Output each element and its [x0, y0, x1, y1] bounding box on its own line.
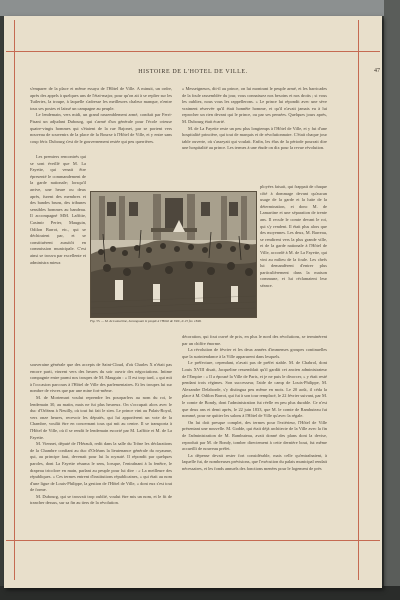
paragraph: Les premiers rencontrés qui se sont éveillé que M. La Fayette, qui venait être épresenté le commandement de la garde nationale; lorsqu'il arrive, une heure ou deux après, furent des membres et des bandes bruns, des tribunes sensibles hommes au bandeau. Il accompagné MM. Laffitte, Casimir Perier, Mauguin, Odilon Barrot, etc., qui se déchiraient par, et se constituèrent aussitôt en commission municipale. C'est ainsi se trouva par excellente et administra mieux	[30, 154, 86, 265]
left-column-bottom	[30, 362, 172, 538]
paragraph: ployées faisait, qui frappait de chaque côté à dommage devant qu'aucun usage de la garde et la lutte de la détermination, et donc M. de Lamartine et une séparation de trente ans. Il recule le comte devant le roi, qui s'y rendent. Il était plus alors que des moyennes. Les deux, M. Barreau, se rendirent vers la plus grande ville, et de la garde nationale à l'Hôtel de Ville, accordé à M. de La Fayette, qui vint au milieu de la foule. Les chefs lui demandèrent d'entrer plus particulièrement dans la maison commune, et lui réclamaient leur séance.	[260, 184, 327, 288]
right-column-top	[182, 86, 327, 182]
paragraph: s'emparer de la place et même essaya de l'Hôtel de Ville. A minuit, un ordre, après des appels à quelques uns de l'état-major, pour qu'on ait à se replier sur les Tuileries, la troupe, à laquelle s'adresse les meilleures chaleur manque, n'entre tous ses postes et laissé un campagne au peuple.	[30, 86, 172, 111]
paragraph: M. Dubourg, qui se trouvait trop oublié, voulut être mis un nom, et le fit de trancher dessus, sur sa fin au tiers de la révolution.	[30, 493, 172, 506]
paragraph: On lui doit presque complet, des termes pour l'extérieur, l'Hôtel de Ville présentant une nouvelle. M. Godde, qui était déjà architecte de la Ville avec la fin de l'administration de M. Rambuteau, avait donné des plans dont la devise, reproduit par M. de Bondy, tomber directement à cette dernière bout, fut même accueilli de nouveau préfet.	[182, 419, 327, 452]
crowd-scene-engraving	[91, 192, 256, 317]
page-number: 47	[374, 68, 380, 74]
running-title: HISTOIRE DE L'HOTEL DE VILLE.	[138, 69, 248, 75]
paragraph: souveraine générale que des accepts de Saint-Cloud, d'où Charles X n'était pas encore parti, vinrent vers des heures du soir ouvrir des négociations. Intime compagnie entre parmi nos troupes de M. Mauguin : « Il est trop tard, » qui mit à l'occasion parcours à l'Hôtel de Ville des parlementaires. Et les troupes lui sur nombre de vivres que par une mine fort-même.	[30, 362, 172, 394]
paragraph: M. Viennet, député de l'Hérault, redit dans la salle du Trône les déclarations de la Chambre confiant au duc d'Orléans la lieutenance générale du royaume, qui, au principe faut, devenait pour lui la royauté. Il répondit par quelques paroles, dont La Fayette résuma le sens, lorsque, l'entraînant à la fenêtre, le drapeau tricolore en main, parlant au peuple pour lui dire : « La meilleure des républiques. » Ces termes entrent d'institutions républicaines, » qui était au nom d'une ligue de Louis-Philippe, la gestion de l'Hôtel de Ville, « dont eux s'est tout de forme.	[30, 441, 172, 493]
paragraph: Le lendemain, vers midi, un grand rassemblement armé, conduit par Ferri-Pisani un adjudant Dubourg, qui s'armé d'un générale pour l'école crieuse quatre-vingts hommes qui s'étaient de la rue Bajonet, par se portent vers nouveau de souvenirs de la place de la Bourse à l'Hôtel de Ville, et y entre sans coup férir. Dubourg s'est de le gouvernement restée qui peu querrières.	[30, 112, 172, 144]
background-right-strip	[384, 0, 400, 600]
background-top-strip	[0, 0, 400, 16]
book-page	[4, 16, 382, 588]
background-bottom-strip	[0, 586, 400, 600]
frame-rule-left	[14, 20, 15, 580]
paragraph: M. de La Fayette reste un peu plus longtemps à l'Hôtel de Ville, et y fut d'une hospitalité princière, qui tout de marquis et de révolutionnaire. C'était chaque jour table ouverte, où s'asseyait qui voulait. Enfin, les élus de la période pourrait dire une hospitalité au prince. Les termes à une étude on dix pour la revue révolution.	[182, 125, 327, 151]
paragraph: M. de Mortemart voulut reprendre les pourparlers au nom du roi, le lendemain 30, au matin, mais ne fut plus heureux. On s'occupait alors avec le duc d'Orléans à Neuilly, où tout fut fait le sien. Le prince vint au Palais-Royal, vers onze heures, recevoir les députés, qui lui apportèrent un vote de la Chambre, voulût être en concernant tous qui mit au centre. Il se transporta à l'Hôtel de Ville, où il se rendit le lendemain escorté par M. Laffitte et M. de La Fayette.	[30, 394, 172, 440]
paragraph: La dépense devait rester fort considérable, mais celle qu'entraînaient, à laquelle fut, de nombreuses prévisions, que l'exécution du palais municipal rendait nécessaires, et les fonds annuels des fonctions menées pour le logement de près	[182, 452, 327, 471]
paragraph: Le préfecture, cependant, n'avait pas de préfet stable. M. de Chabrol, dont Louis XVIII disait, Jacqueline ressemblait qu'il gardât cet ancien administrateur de l'Empire : « Il a épousé la Ville de Paris, et je ne puis le divorcer, » y était resté pendant trois régimes. Son successeur, l'aide de camp de Louis-Philippe, M. Alexandre Delaborde, s'y distingua peu même en mois. Le 20 août, il céda la place à M. Odilon Barrot, qui fut à son tour remplacé, le 22 février suivant, par M. le comte de Bondy, dont l'administration fut réelle en peu plus durable. Ce n'est que deux ans et demi après, le 22 juin 1833, que M. le comte de Rambuteau fut nommé, pour ne quitter les salons à l'Hôtel de Ville qu'avec la régale.	[182, 360, 327, 419]
engraving-illustration	[90, 191, 257, 318]
paragraph: « Messeigneurs, dit-il au prince, on lui montrant le peuple armé, et les barricades de la foule rassemblée du jour, vous connaissez nos besoins et nos droits ; si vous les oubliez, nous vous les rappellerons. » Le prince lui répondit avec une sève vraiment réservée qu'il était honnête homme, et qu'il n'avait jamais eu à lui reprocher un rien devant qui le prince, ou par ses pensées. Quelques jours après, M. Dubourg était écarté.	[182, 86, 327, 124]
right-column-narrow	[260, 184, 327, 332]
left-column-top	[30, 86, 172, 152]
frame-rule-right	[358, 20, 359, 580]
right-column-bottom	[182, 334, 327, 538]
left-column-narrow	[30, 154, 86, 360]
paragraph: La révolution de février et les deux années d'immenses groupes continuelles que la surintendance à la Ville apparurent dans lesquels.	[182, 347, 327, 359]
paragraph: décoration, qui fout ouvré de prix, en plus le nord des révolutions, se terminèrent par un chiffre énorme.	[182, 334, 327, 346]
figure-caption: Fig. 55. — M. de Lamartine, haranguant le peuple à l'Hôtel de Ville, le 25 fev. 1848.	[90, 319, 202, 323]
frame-rule-top	[6, 51, 380, 52]
frame-rule-bottom	[6, 540, 380, 541]
